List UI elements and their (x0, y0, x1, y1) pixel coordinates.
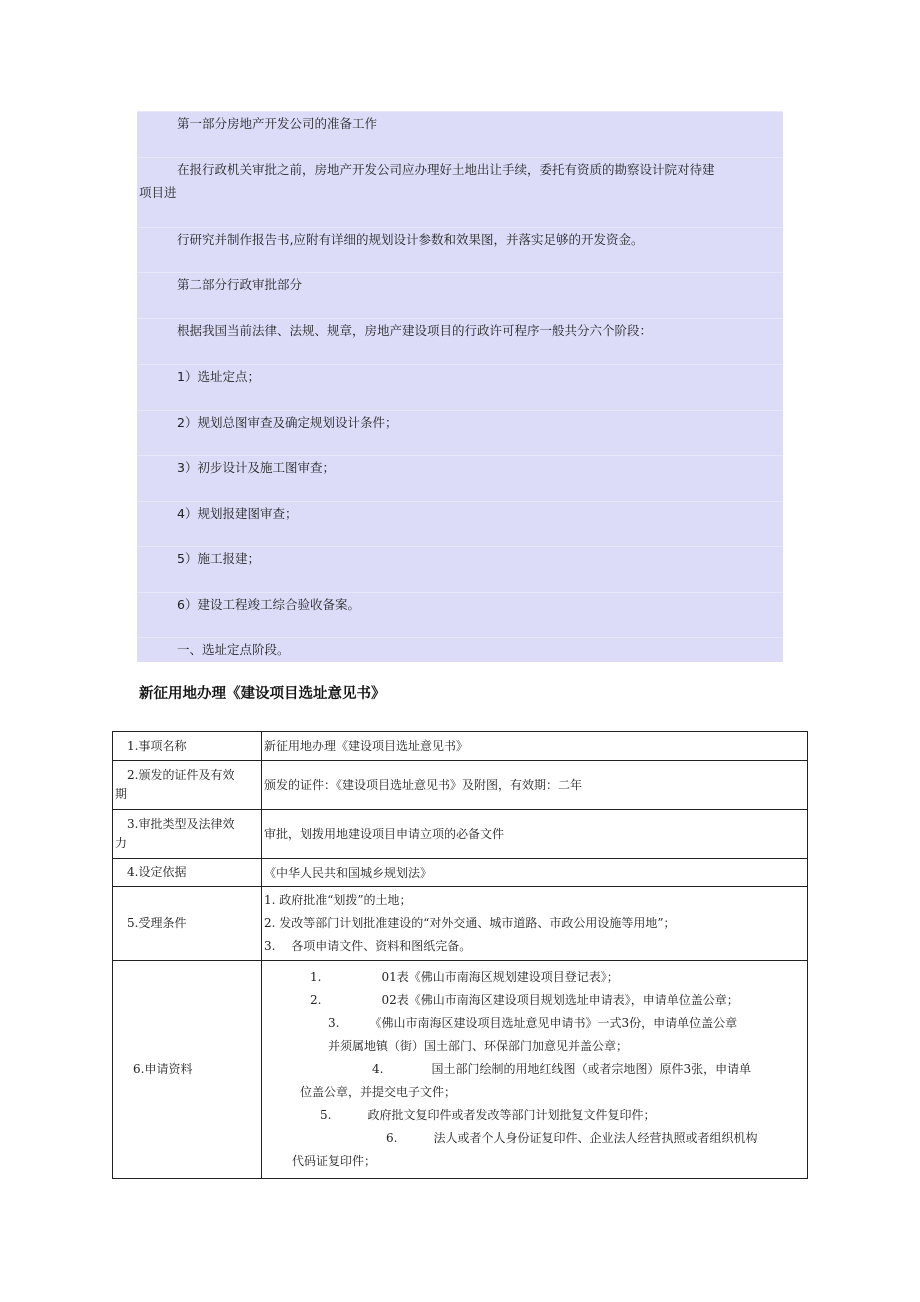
info-table (112, 731, 808, 1179)
row-value (262, 961, 808, 1179)
para3: 根据我国当前法律、法规、规章，房地产建设项目的行政许可程序一般共分六个阶段： (137, 318, 783, 343)
condition-item: 2. 发改等部门计划批准建设的“对外交通、城市道路、市政公用设施等用地”； (264, 916, 676, 930)
condition-item: 3. 各项申请文件、资料和图纸完备。 (264, 939, 472, 953)
row-label: 5.受理条件 (113, 887, 262, 961)
material-item: 3. 《佛山市南海区建设项目选址意见申请书》一式3份，申请单位盖公章 (328, 1016, 738, 1030)
material-item: 6. 法人或者个人身份证复印件、企业法人经营执照或者组织机构 (386, 1131, 758, 1145)
row-label: 1.事项名称 (113, 732, 262, 761)
material-item: 4. 国土部门绘制的用地红线图（或者宗地图）原件3张，申请单 (372, 1062, 752, 1076)
stage-5: 5）施工报建； (137, 546, 783, 571)
table-row (113, 732, 808, 761)
section-one: 一、选址定点阶段。 (137, 637, 783, 662)
table-row (113, 961, 808, 1179)
table-heading: 新征用地办理《建设项目选址意见书》 (139, 686, 386, 702)
para1-line2: 项目进 (139, 185, 177, 200)
row-label: 2.颁发的证件及有效 期 (113, 761, 262, 810)
material-item: 2. 02表《佛山市南海区建设项目规划选址申请表》，申请单位盖公章； (310, 993, 739, 1007)
material-item-cont: 代码证复印件； (292, 1154, 377, 1168)
stage-2: 2）规划总图审查及确定规划设计条件； (137, 410, 783, 435)
row-value: 审批，划拨用地建设项目申请立项的必备文件 (262, 810, 808, 859)
part2-title: 第二部分行政审批部分 (137, 272, 783, 297)
row-label: 4.设定依据 (113, 859, 262, 887)
row-value: 颁发的证件：《建设项目选址意见书》及附图，有效期：二年 (262, 761, 808, 810)
row-value: 《中华人民共和国城乡规划法》 (262, 859, 808, 887)
row-value (262, 887, 808, 961)
table-row (113, 810, 808, 859)
row-label: 6.申请资料 (113, 961, 262, 1179)
part1-title: 第一部分房地产开发公司的准备工作 (137, 111, 783, 136)
row-value: 新征用地办理《建设项目选址意见书》 (262, 732, 808, 761)
stage-6: 6）建设工程竣工综合验收备案。 (137, 592, 783, 617)
material-item-cont: 并须属地镇（街）国土部门、环保部门加意见并盖公章； (328, 1039, 629, 1053)
table-row (113, 859, 808, 887)
para1-line1: 在报行政机关审批之前，房地产开发公司应办理好土地出让手续，委托有资质的勘察设计院对待建 (137, 157, 783, 182)
stage-4: 4）规划报建图审查； (137, 501, 783, 526)
stage-3: 3）初步设计及施工图审查； (137, 455, 783, 480)
para2: 行研究并制作报告书,应附有详细的规划设计参数和效果图，并落实足够的开发资金。 (137, 227, 783, 252)
table-row (113, 761, 808, 810)
material-item-cont: 位盖公章，并提交电子文件； (300, 1085, 457, 1099)
material-item: 1. 01表《佛山市南海区规划建设项目登记表》； (310, 970, 619, 984)
condition-item: 1. 政府批准“划拨”的土地； (264, 893, 412, 907)
stage-1: 1）选址定点； (137, 364, 783, 389)
table-row (113, 887, 808, 961)
material-item: 5. 政府批文复印件或者发改等部门计划批复文件复印件； (320, 1108, 656, 1122)
row-label: 3.审批类型及法律效 力 (113, 810, 262, 859)
